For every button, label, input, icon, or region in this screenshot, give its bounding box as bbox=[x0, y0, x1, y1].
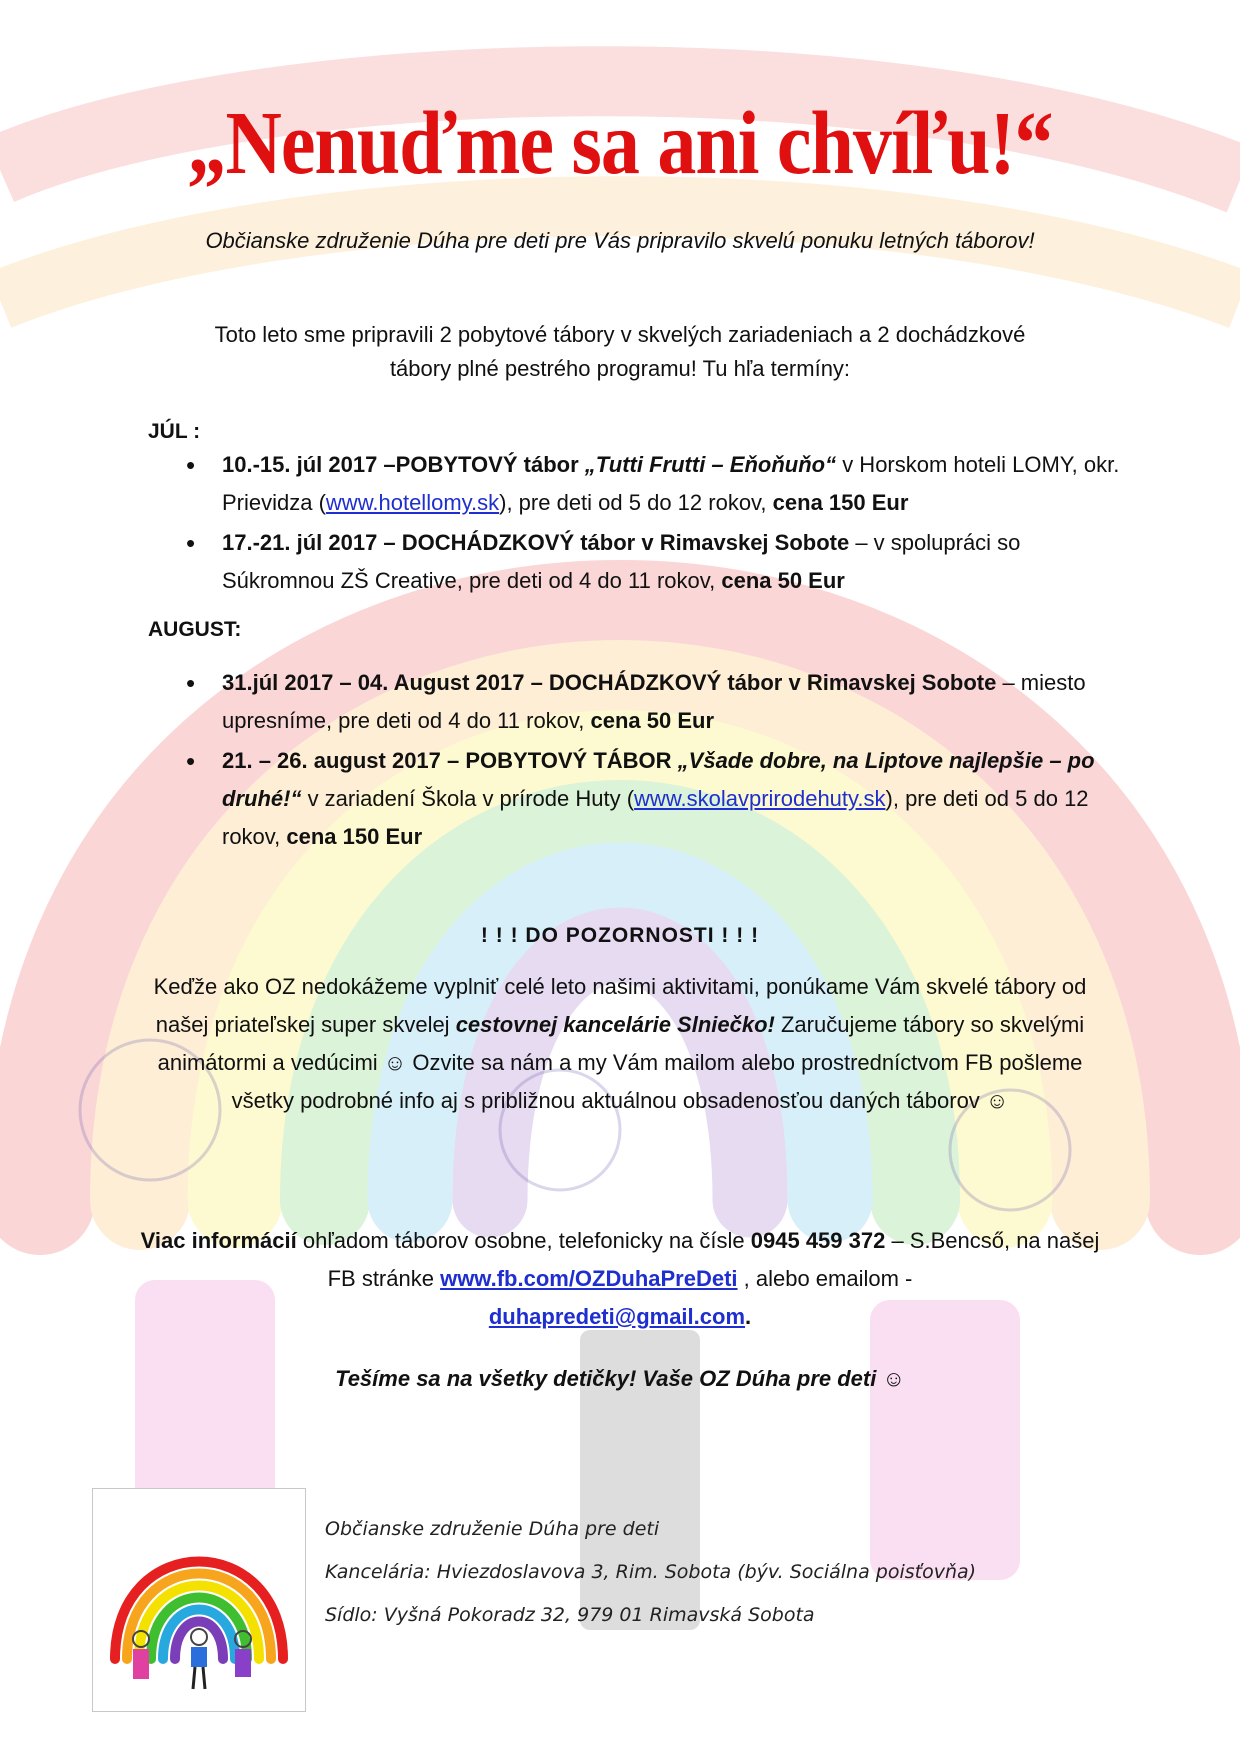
notice-text bbox=[150, 968, 1090, 1120]
notice-part: Zaručujeme tábory so skvelými animátormi a vedúcimi ☺ Ozvite sa nám a my Vám mailom alebo prostredníctvom FB pošleme všetky podrobné info aj s približnou aktuálnou obsadenosťou daných táborov ☺ bbox=[157, 1012, 1085, 1113]
rainbow-logo-icon bbox=[93, 1489, 305, 1711]
facebook-link[interactable]: www.fb.com/OZDuhaPreDeti bbox=[440, 1266, 738, 1291]
camp-date: 21. – 26. august 2017 – POBYTOVÝ TÁBOR bbox=[222, 748, 678, 773]
agency-name: cestovnej kancelárie Slniečko! bbox=[455, 1012, 775, 1037]
seat-address: Sídlo: Vyšná Pokoradz 32, 979 01 Rimavská Sobota bbox=[325, 1604, 815, 1626]
camp-text: ), pre deti od 5 do 12 rokov, bbox=[222, 786, 1089, 849]
footer-address bbox=[325, 1508, 976, 1637]
camp-date: 31.júl 2017 – 04. August 2017 – DOCHÁDZKOVÝ tábor v Rimavskej Sobote bbox=[222, 670, 997, 695]
month-heading-august: AUGUST: bbox=[148, 618, 242, 641]
camp-text: – v spolupráci so Súkromnou ZŠ Creative, pre deti od 4 do 11 rokov, bbox=[222, 530, 1021, 593]
camp-text: ), pre deti od 5 do 12 rokov, bbox=[499, 490, 773, 515]
camp-item bbox=[190, 446, 1130, 522]
contact-text: ohľadom táborov osobne, telefonicky na čísle bbox=[296, 1228, 751, 1253]
month-heading-july: JÚL : bbox=[148, 420, 201, 443]
july-camp-list bbox=[190, 446, 1130, 602]
august-camp-list bbox=[190, 664, 1130, 858]
page-title: „Nenuďme sa ani chvíľu!“ bbox=[187, 92, 1053, 193]
intro-text bbox=[170, 318, 1070, 386]
camp-price: cena 150 Eur bbox=[286, 824, 423, 849]
camp-price: cena 50 Eur bbox=[590, 708, 715, 733]
office-address: Kancelária: Hviezdoslavova 3, Rim. Sobota (býv. Sociálna poisťovňa) bbox=[325, 1561, 977, 1583]
notice-part: Keďže ako OZ nedokážeme vyplniť celé leto našimi aktivitami, ponúkame Vám skvelé tábory od našej priateľskej super skvelej bbox=[153, 974, 1087, 1037]
hotel-link[interactable]: www.hotellomy.sk bbox=[325, 490, 500, 515]
camp-date: 10.-15. júl 2017 –POBYTOVÝ tábor bbox=[222, 452, 585, 477]
intro-line-1: Toto leto sme pripravili 2 pobytové tábory v skvelých zariadeniach a 2 dochádzkové bbox=[214, 322, 1026, 347]
org-name: Občianske združenie Dúha pre deti bbox=[325, 1518, 660, 1540]
camp-date: 17.-21. júl 2017 – DOCHÁDZKOVÝ tábor v Rimavskej Sobote bbox=[222, 530, 850, 555]
camp-text: v zariadení Škola v prírode Huty ( bbox=[301, 786, 635, 811]
phone-number: 0945 459 372 bbox=[750, 1228, 886, 1253]
camp-item bbox=[190, 742, 1130, 856]
intro-line-2: tábory plné pestrého programu! Tu hľa termíny: bbox=[389, 356, 851, 381]
skola-link[interactable]: www.skolavprirodehuty.sk bbox=[634, 786, 886, 811]
camp-text: – miesto upresníme, pre deti od 4 do 11 rokov, bbox=[222, 670, 1086, 733]
rainbow-logo bbox=[92, 1488, 306, 1712]
notice-title: ! ! ! DO POZORNOSTI ! ! ! bbox=[480, 924, 760, 947]
subtitle: Občianske združenie Dúha pre deti pre Vás pripravilo skvelú ponuku letných táborov! bbox=[205, 228, 1035, 253]
camp-item bbox=[190, 664, 1130, 740]
camp-name: „Tutti Frutti – Eňoňuňo“ bbox=[584, 452, 837, 477]
camp-price: cena 50 Eur bbox=[721, 568, 845, 593]
contact-info bbox=[140, 1222, 1100, 1336]
closing-text: Tešíme sa na všetky detičky! Vaše OZ Dúha pre deti ☺ bbox=[335, 1366, 905, 1391]
contact-lead: Viac informácií bbox=[140, 1228, 297, 1253]
contact-text: . bbox=[745, 1304, 752, 1329]
contact-text: , alebo emailom - bbox=[737, 1266, 913, 1291]
contact-text: – S.Bencső, na našej FB stránke bbox=[327, 1228, 1100, 1291]
email-link[interactable]: duhapredeti@gmail.com bbox=[488, 1304, 746, 1329]
camp-text: v Horskom hoteli LOMY, okr. Prievidza ( bbox=[222, 452, 1120, 515]
camp-item bbox=[190, 524, 1130, 600]
camp-price: cena 150 Eur bbox=[772, 490, 909, 515]
camp-name: „Všade dobre, na Liptove najlepšie – po druhé!“ bbox=[222, 748, 1095, 811]
